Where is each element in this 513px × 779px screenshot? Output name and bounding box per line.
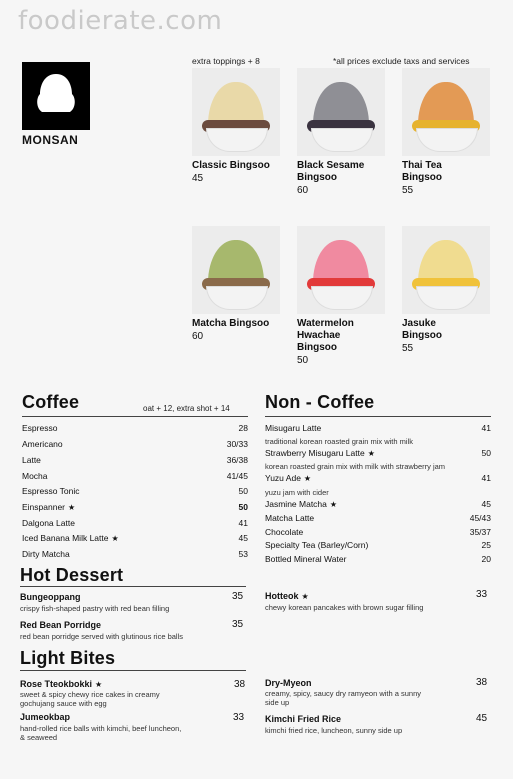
product-jasuke-bingsoo[interactable] — [402, 226, 492, 354]
menu-item[interactable]: Iced Banana Milk Latte ★ 45 — [22, 533, 248, 543]
product-price: 50 — [297, 355, 309, 366]
menu-item[interactable]: Latte 36/38 — [22, 455, 248, 465]
menu-item-price: 33 — [233, 712, 245, 723]
item-description: chewy korean pancakes with brown sugar filling — [265, 603, 424, 612]
menu-item-name[interactable]: Dry-Myeon — [265, 678, 312, 688]
star-icon: ★ — [68, 503, 76, 512]
product-photo — [192, 68, 280, 156]
menu-item[interactable]: Dirty Matcha 53 — [22, 549, 248, 559]
menu-item-name[interactable]: Hotteok ★ — [265, 591, 309, 601]
item-description: crispy fish-shaped pastry with red bean filling — [20, 604, 170, 613]
menu-item[interactable]: Espresso 28 — [22, 423, 248, 433]
item-description: creamy, spicy, saucy dry ramyeon with a sunny side up — [265, 689, 422, 707]
star-icon: ★ — [367, 449, 375, 458]
menu-item[interactable]: Jasmine Matcha ★ 45 — [265, 499, 491, 509]
product-name: Black Sesame Bingsoo — [297, 160, 365, 183]
menu-item[interactable]: Chocolate 35/37 — [265, 527, 491, 537]
menu-item[interactable]: Espresso Tonic 50 — [22, 486, 248, 496]
product-price: 55 — [402, 185, 414, 196]
product-name: Matcha Bingsoo — [192, 318, 270, 329]
item-description: hand-rolled rice balls with kimchi, beef luncheon, & seaweed — [20, 724, 182, 742]
star-icon: ★ — [329, 500, 338, 509]
product-name: Thai Tea Bingsoo — [402, 160, 442, 183]
section-title-coffee: Coffee — [22, 392, 80, 412]
menu-item[interactable]: Misugaru Latte 41 — [265, 423, 491, 433]
menu-item-price: 33 — [476, 589, 488, 600]
menu-item-name[interactable]: Red Bean Porridge — [20, 620, 102, 630]
product-photo — [402, 226, 490, 314]
product-price: 60 — [297, 185, 309, 196]
divider — [22, 416, 248, 417]
product-classic-bingsoo[interactable] — [192, 68, 282, 184]
product-photo — [192, 226, 280, 314]
product-name: Watermelon Hwachae Bingsoo — [297, 318, 354, 353]
section-title-light-bites: Light Bites — [20, 648, 116, 668]
menu-item[interactable]: Einspanner ★ 50 — [22, 502, 248, 512]
item-description: kimchi fried rice, luncheon, sunny side up — [265, 726, 403, 735]
product-price: 55 — [402, 343, 414, 354]
menu-item-price: 38 — [234, 679, 246, 690]
divider — [265, 416, 491, 417]
star-icon: ★ — [301, 592, 309, 601]
menu-item[interactable]: Strawberry Misugaru Latte ★ 50 — [265, 448, 491, 458]
menu-item-price: 35 — [232, 591, 244, 602]
product-photo — [297, 68, 385, 156]
product-black-sesame-bingsoo[interactable] — [297, 68, 387, 196]
extra-toppings-note: extra toppings + 8 — [192, 56, 260, 66]
menu-item[interactable]: Dalgona Latte 41 — [22, 518, 248, 528]
watermark: foodierate.com — [18, 6, 223, 36]
divider — [20, 670, 246, 671]
section-title-non-coffee: Non - Coffee — [265, 392, 375, 412]
menu-item[interactable]: Specialty Tea (Barley/Corn) 25 — [265, 540, 491, 550]
brand-name: MONSAN — [22, 133, 79, 147]
menu-item-name[interactable]: Rose Tteokbokki ★ — [20, 679, 103, 689]
menu-item-price: 38 — [476, 677, 488, 688]
star-icon: ★ — [111, 534, 119, 543]
menu-item[interactable]: Americano 30/33 — [22, 439, 248, 449]
product-name: Jasuke Bingsoo — [402, 318, 442, 341]
menu-item-name[interactable]: Bungeoppang — [20, 592, 81, 602]
item-description: korean roasted grain mix with milk with strawberry jam — [265, 462, 446, 471]
divider — [20, 586, 246, 587]
star-icon: ★ — [303, 474, 312, 483]
product-price: 60 — [192, 331, 204, 342]
product-price: 45 — [192, 173, 204, 184]
tax-note: *all prices exclude taxs and services — [333, 56, 470, 66]
product-matcha-bingsoo[interactable] — [192, 226, 282, 342]
menu-item-name[interactable]: Kimchi Fried Rice — [265, 714, 342, 724]
item-description: yuzu jam with cider — [265, 488, 329, 497]
product-thai-tea-bingsoo[interactable] — [402, 68, 492, 196]
product-watermelon-hwachae-bingsoo[interactable] — [297, 226, 387, 366]
star-icon: ★ — [95, 680, 103, 689]
product-photo — [402, 68, 490, 156]
menu-item[interactable]: Mocha 41/45 — [22, 471, 248, 481]
menu-item-name[interactable]: Jumeokbap — [20, 712, 71, 722]
menu-item[interactable]: Matcha Latte 45/43 — [265, 513, 491, 523]
menu-item[interactable]: Yuzu Ade ★ 41 — [265, 473, 491, 483]
product-photo — [297, 226, 385, 314]
menu-item-price: 45 — [476, 713, 488, 724]
item-description: red bean porridge served with glutinous rice balls — [20, 632, 184, 641]
menu-item-price: 35 — [232, 619, 244, 630]
item-description: traditional korean roasted grain mix with milk — [265, 437, 413, 446]
brand-logo — [22, 62, 90, 130]
coffee-addon-note: oat + 12, extra shot + 14 — [143, 404, 230, 413]
section-title-hot-dessert: Hot Dessert — [20, 565, 124, 585]
item-description: sweet & spicy chewy rice cakes in creamy gochujang sauce with egg — [20, 690, 160, 708]
menu-item[interactable]: Bottled Mineral Water 20 — [265, 554, 491, 564]
product-name: Classic Bingsoo — [192, 160, 270, 171]
